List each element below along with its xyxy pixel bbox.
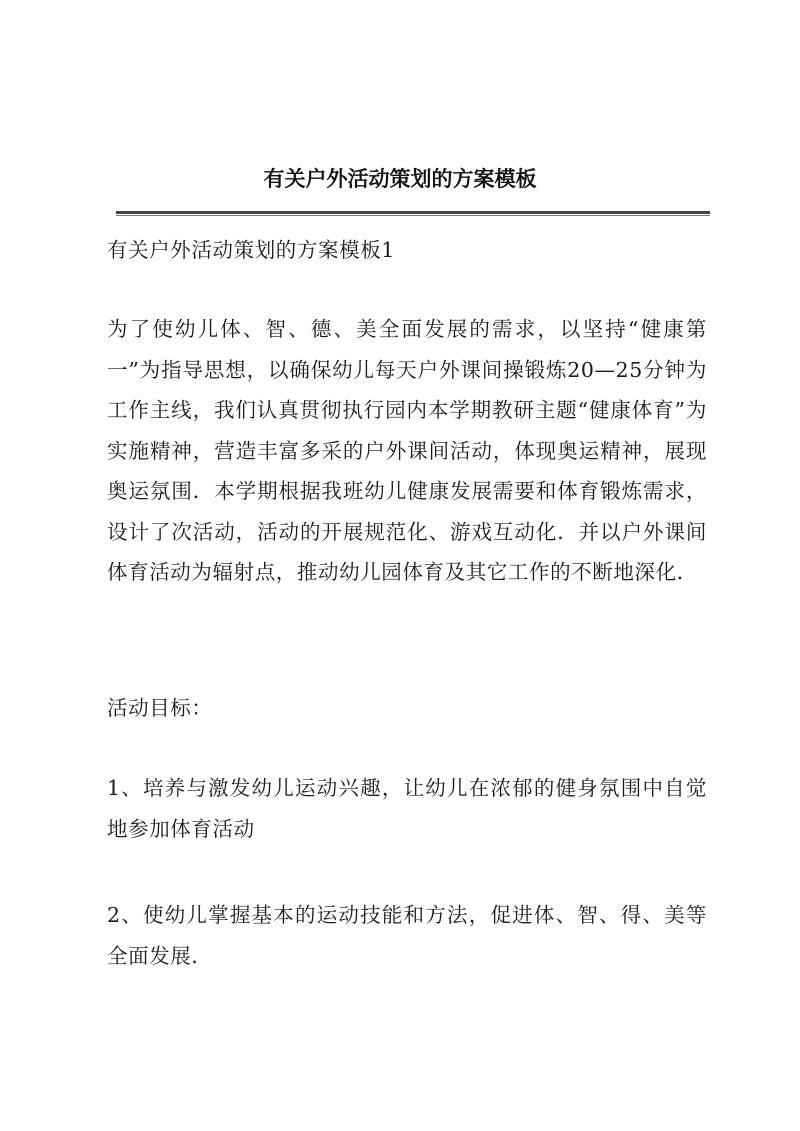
goal-item: 2、使幼儿掌握基本的运动技能和方法，促进体、智、得、美等全面发展．	[107, 903, 707, 968]
goal-item: 1、培养与激发幼儿运动兴趣，让幼儿在浓郁的健身氛围中自觉地参加体育活动	[107, 776, 707, 841]
title-divider	[116, 211, 710, 214]
section-subtitle: 有关户外活动策划的方案模板1	[107, 238, 395, 262]
goals-heading: 活动目标：	[107, 696, 213, 720]
document-title: 有关户外活动策划的方案模板	[263, 166, 537, 191]
title-divider-thin	[116, 215, 710, 216]
intro-paragraph: 为了使幼儿体、智、德、美全面发展的需求，以坚持“健康第一”为指导思想，以确保幼儿每天户外课间操锻炼20—25分钟为工作主线，我们认真贯彻执行园内本学期教研主题“健康体育”为实施精神，营造丰富多采的户外课间活动，体现奥运精神，展现奥运氛围．本学期根据我班幼儿健康发展需要和体育锻炼需求，设计了次活动，活动的开展规范化、游戏互动化．并以户外课间体育活动为辐射点，推动幼儿园体育及其它工作的不断地深化．	[107, 317, 707, 584]
